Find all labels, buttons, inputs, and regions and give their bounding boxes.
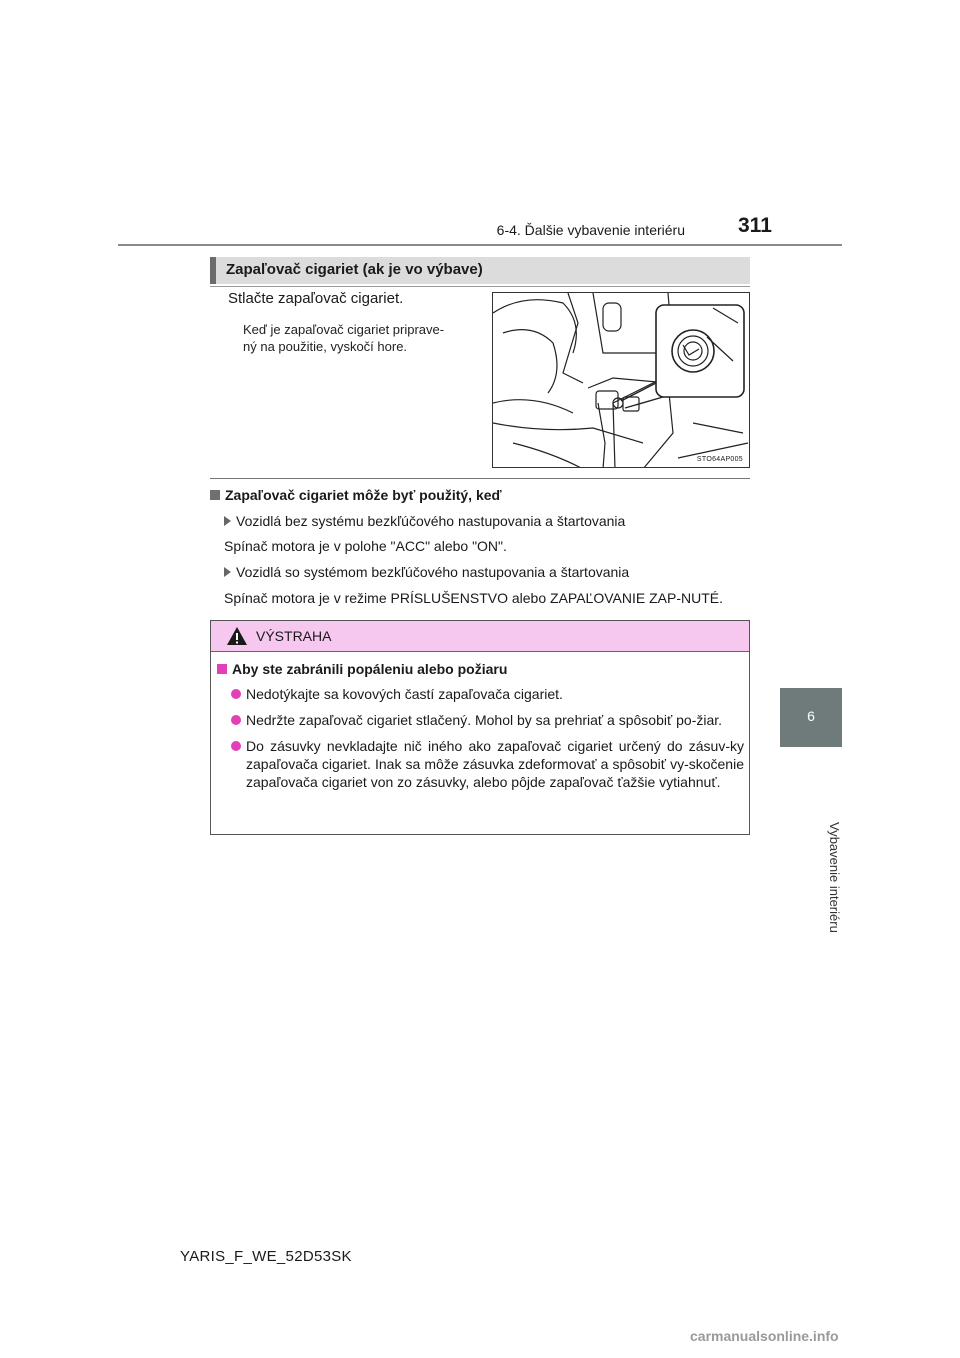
site-watermark: carmanualsonline.info — [690, 1328, 839, 1344]
arrow-bullet-icon — [224, 567, 231, 577]
arrow-bullet-icon — [224, 516, 231, 526]
step-note — [243, 321, 483, 355]
section-title: Zapaľovač cigariet (ak je vo výbave) — [226, 261, 483, 278]
condition-item-2-text: Spínač motora je v režime PRÍSLUŠENSTVO alebo ZAPAĽOVANIE ZAP-NUTÉ. — [224, 590, 723, 606]
warning-bullet-text: Do zásuvky nevkladajte nič iného ako zapaľovač cigariet určený do zásuv-ky zapaľovača cigariet. Inak sa môže zásuvka zdeformovať a spôsobiť vy-skočenie zapaľovača cigariet von zo zásuvky, alebo pôjde zapaľovač ťažšie vytiahnuť. — [246, 738, 744, 790]
content-divider — [210, 478, 750, 479]
usage-heading — [210, 487, 750, 503]
section-bar-accent — [210, 257, 216, 284]
warning-bullet-2 — [217, 711, 744, 729]
header-divider — [118, 244, 842, 246]
header-section-title: 6-4. Ďalšie vybavenie interiéru — [496, 222, 685, 238]
warning-bullet-text: Nedržte zapaľovač cigariet stlačený. Mohol by sa prehriať a spôsobiť po-žiar. — [246, 712, 723, 728]
step-note-line-1: Keď je zapaľovač cigariet priprave- — [243, 322, 445, 337]
square-bullet-icon — [210, 490, 220, 500]
warning-heading-text: Aby ste zabránili popáleniu alebo požiaru — [232, 661, 508, 677]
section-title-bar — [210, 257, 750, 284]
warning-content — [217, 661, 744, 791]
condition-item-2-heading: Vozidlá so systémom bezkľúčového nastupovania a štartovania — [236, 564, 630, 580]
warning-label: VÝSTRAHA — [256, 628, 332, 644]
page-number: 311 — [738, 214, 772, 237]
warning-triangle-icon — [226, 626, 248, 646]
illustration-code: STO64AP005 — [696, 456, 743, 463]
condition-item-2 — [210, 564, 750, 580]
chapter-title: Vybavenie interiéru — [827, 821, 842, 933]
step-note-line-2: ný na použitie, vyskočí hore. — [243, 339, 408, 354]
dashboard-drawing — [493, 293, 750, 468]
circle-bullet-icon — [231, 715, 241, 725]
chapter-number: 6 — [807, 708, 815, 724]
condition-item-1-heading: Vozidlá bez systému bezkľúčového nastupovania a štartovania — [236, 513, 626, 529]
warning-bullet-text: Nedotýkajte sa kovových častí zapaľovača cigariet. — [246, 686, 563, 702]
condition-item-1 — [210, 513, 750, 529]
circle-bullet-icon — [231, 741, 241, 751]
warning-bullet-3 — [217, 737, 744, 791]
step-instruction: Stlačte zapaľovač cigariet. — [228, 290, 404, 307]
warning-bullet-1 — [217, 685, 744, 703]
usage-conditions — [210, 487, 750, 607]
usage-heading-text: Zapaľovač cigariet môže byť použitý, keď — [225, 487, 502, 503]
warning-heading — [217, 661, 744, 677]
circle-bullet-icon — [231, 689, 241, 699]
document-code: YARIS_F_WE_52D53SK — [180, 1248, 352, 1265]
cigarette-lighter-illustration — [492, 292, 750, 468]
condition-item-1-text: Spínač motora je v polohe "ACC" alebo "ON". — [224, 538, 507, 554]
section-divider — [210, 286, 750, 287]
warning-header — [211, 621, 749, 652]
chapter-tab[interactable] — [780, 688, 842, 747]
square-bullet-icon — [217, 664, 227, 674]
warning-box — [210, 620, 750, 835]
